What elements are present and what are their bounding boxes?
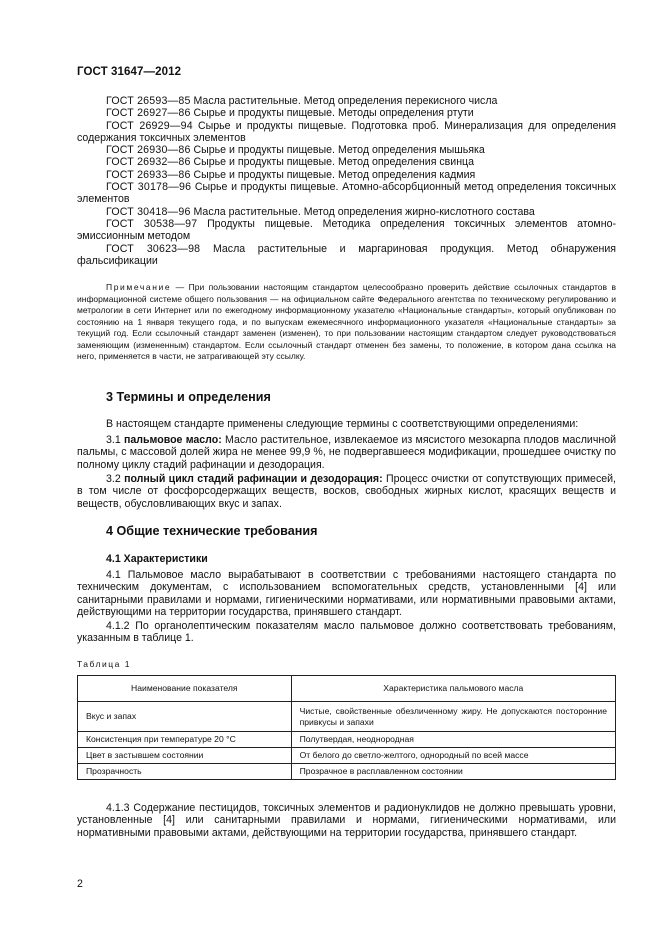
reference-code: ГОСТ 26930—86 [106, 144, 191, 157]
reference-item [77, 144, 616, 156]
section-4-heading: 4 Общие технические требования [106, 524, 318, 538]
reference-code: ГОСТ 30538—97 [106, 217, 198, 230]
reference-code: ГОСТ 30418—96 [106, 205, 191, 218]
table-cell-characteristic: Прозрачное в расплавленном состоянии [291, 764, 615, 780]
table-row [78, 748, 616, 764]
reference-title: Сырье и продукты пищевые. Метод определения мышьяка [193, 144, 485, 157]
reference-code: ГОСТ 30178—96 [106, 181, 192, 194]
term-definition: Масло растительное, извлекаемое из мясистого мезокарпа плодов масличной пальмы, с массовой долей жира не менее 99,9 %, не подвергавшееся модификации, прошедшее очистку по полному циклу стадий рафинации и дезодорация. [77, 434, 617, 471]
reference-item [77, 206, 616, 218]
reference-item [77, 95, 616, 107]
term-name: полный цикл стадий рафинации и дезодорация: [124, 473, 383, 485]
reference-item [77, 169, 616, 181]
reference-code: ГОСТ 26593—85 [106, 95, 191, 107]
table-caption: Таблица 1 [77, 659, 131, 669]
reference-item [77, 181, 616, 206]
reference-code: ГОСТ 26929—94 [106, 119, 193, 132]
term-number: 3.1 [106, 434, 124, 446]
reference-title: Сырье и продукты пищевые. Методы определения ртути [193, 107, 474, 120]
table-1 [77, 675, 616, 780]
page-header: ГОСТ 31647—2012 [77, 66, 182, 78]
reference-note [77, 282, 616, 363]
table-cell-indicator: Вкус и запах [78, 702, 292, 732]
reference-title: Сырье и продукты пищевые. Метод определения кадмия [193, 168, 476, 181]
note-text: — При пользовании настоящим стандартом целесообразно проверить действие ссылочных стандартов в информационной системе общего пользования — на официальном сайте Федерального агентства по техническому регулированию и метрологии в сети Интернет или по ежегодному информационному указателю «Национальные стандарты», который опубликован по состоянию на 1 января текущего года, и по выпускам ежемесячного информационного указателя «Национальные стандарты» за текущий год. Если ссылочный стандарт заменен (изменен), то при пользовании настоящим стандартом следует руководствоваться заменяющим (измененным) стандартом. Если ссылочный стандарт отменен без замены, то положение, в котором дана ссылка на него, применяется в части, не затрагивающей эту ссылку. [77, 282, 616, 361]
subsection-4-1-heading: 4.1 Характеристики [106, 553, 208, 565]
table-header-row [78, 676, 616, 702]
normative-references-list [77, 95, 616, 267]
column-header: Наименование показателя [78, 676, 292, 702]
table-cell-indicator: Прозрачность [78, 764, 292, 780]
column-header: Характеристика пальмового масла [291, 676, 615, 702]
term-number: 3.2 [106, 473, 125, 485]
reference-item [77, 120, 616, 145]
term-name: пальмовое масло: [124, 434, 222, 446]
reference-title: Масла растительные. Метод определения перекисного числа [193, 95, 498, 107]
page-number: 2 [77, 878, 83, 890]
paragraph-4-1: 4.1 Пальмовое масло вырабатывают в соответствии с требованиями настоящего стандарта по техническим документам, с использованием вспомогательных средств, установленными [4] или санитарными правилами и нормами, гигиеническими нормативами, или нормативными правовыми актами, действующими на территории государства, принявшего стандарт. [77, 569, 616, 618]
reference-code: ГОСТ 26932—86 [106, 156, 191, 169]
note-label: Примечание [106, 282, 172, 292]
reference-item [77, 107, 616, 119]
table-cell-indicator: Цвет в застывшем состоянии [78, 748, 292, 764]
reference-code: ГОСТ 26927—86 [106, 107, 191, 120]
table-cell-characteristic: Чистые, свойственные обезличенному жиру. Не допускаются посторонние привкусы и запахи [291, 702, 615, 732]
reference-item [77, 243, 616, 268]
reference-code: ГОСТ 30623—98 [106, 242, 201, 255]
table-row [78, 702, 616, 732]
paragraph-4-1-2: 4.1.2 По органолептическим показателям масло пальмовое должно соответствовать требованиям, указанным в таблице 1. [77, 620, 616, 645]
paragraph-4-1-3: 4.1.3 Содержание пестицидов, токсичных элементов и радионуклидов не должно превышать уровни, установленные [4] или санитарными правилами и нормами, гигиеническими нормативами, или нормативными правовыми актами, действующими на территории государства, принявшего стандарт. [77, 802, 616, 839]
table-cell-indicator: Консистенция при температуре 20 °С [78, 732, 292, 748]
reference-title: Масла растительные и маргариновая продукция. Метод обнаружения фальсификации [77, 242, 616, 267]
reference-item [77, 156, 616, 168]
table-row [78, 732, 616, 748]
section-3-heading: 3 Термины и определения [106, 390, 271, 404]
term-3-1 [77, 434, 616, 471]
term-definition: Процесс очистки от сопутствующих примесей, в том числе от фосфорсодержащих веществ, восков, свободных жирных кислот, красящих веществ и веществ, обусловливающих вкус и запах. [77, 473, 616, 510]
reference-code: ГОСТ 26933—86 [106, 168, 191, 181]
section-3-intro: В настоящем стандарте применены следующие термины с соответствующими определениями: [106, 418, 579, 430]
reference-title: Сырье и продукты пищевые. Подготовка проб. Минерализация для определения содержания токсичных элементов [77, 119, 616, 144]
reference-title: Масла растительные. Метод определения жирно-кислотного состава [193, 205, 535, 218]
reference-item [77, 218, 616, 243]
table-row [78, 764, 616, 780]
table-cell-characteristic: От белого до светло-желтого, однородный по всей массе [291, 748, 615, 764]
reference-title: Сырье и продукты пищевые. Атомно-абсорбционный метод определения токсичных элементов [77, 181, 616, 206]
term-3-2 [77, 473, 616, 510]
table-cell-characteristic: Полутвердая, неоднородная [291, 732, 615, 748]
reference-title: Продукты пищевые. Методика определения токсичных элементов атомно-эмиссионным методом [77, 217, 616, 243]
reference-title: Сырье и продукты пищевые. Метод определения свинца [193, 156, 475, 169]
